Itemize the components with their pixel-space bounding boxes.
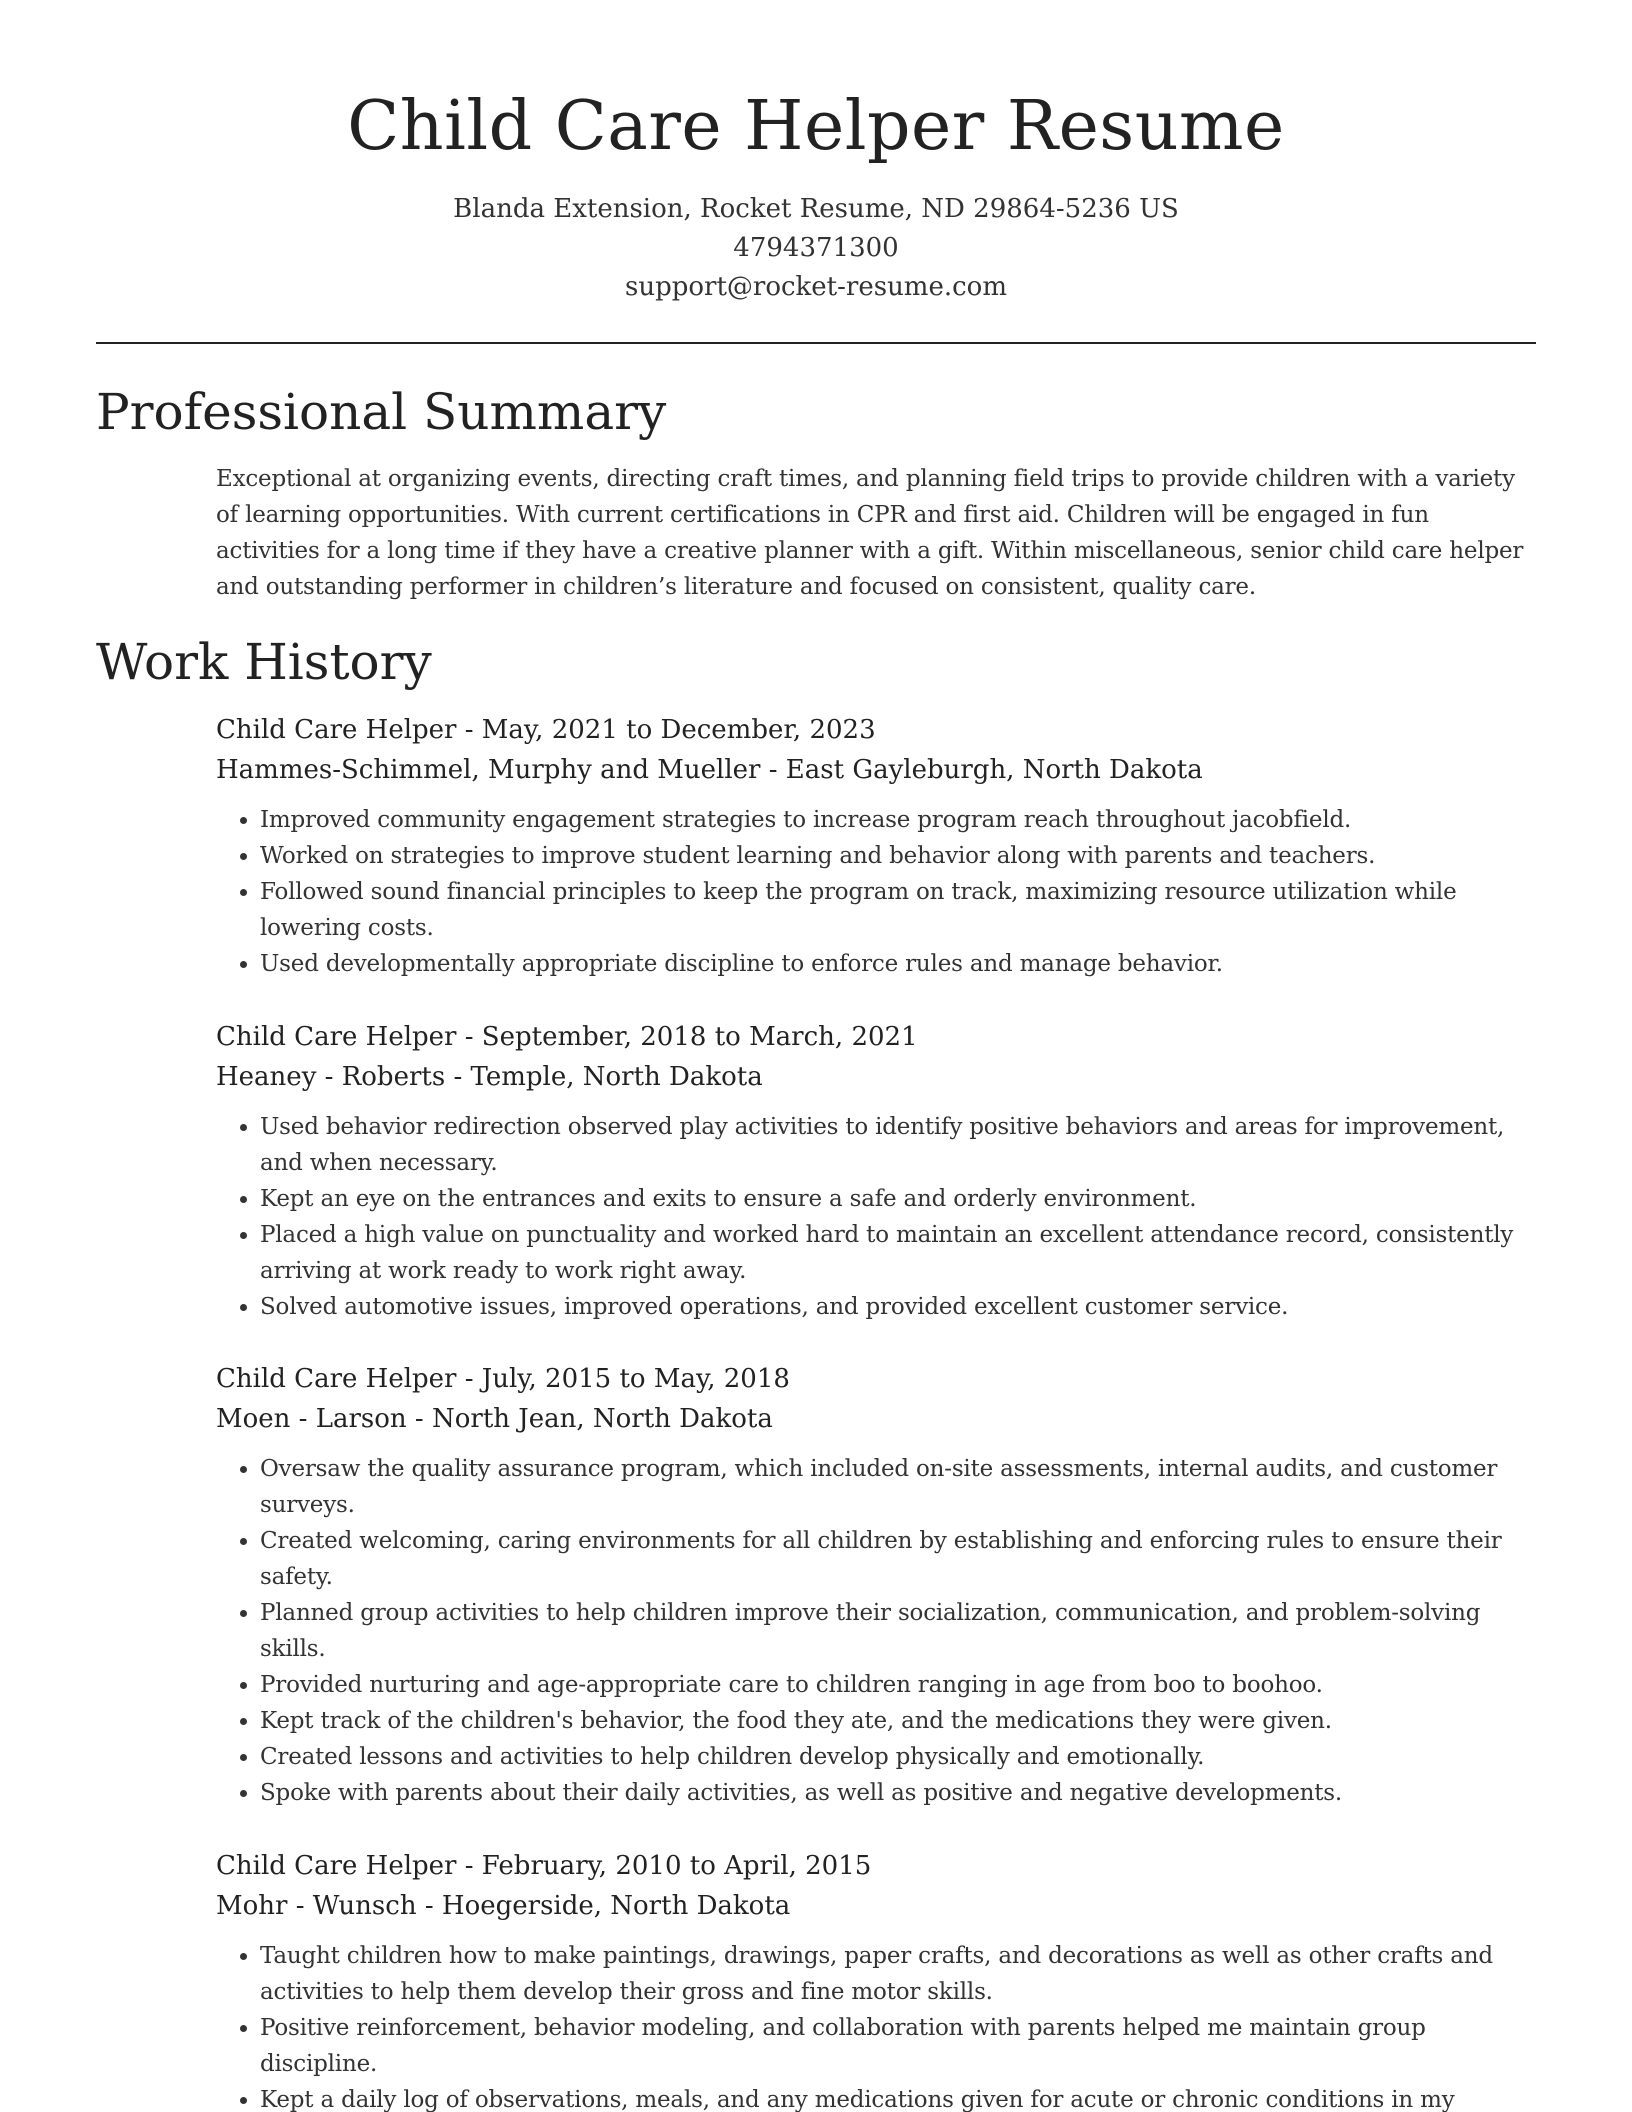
job-bullet-list xyxy=(216,1109,1536,1325)
job-company-line xyxy=(216,750,1536,790)
summary-section xyxy=(216,461,1536,605)
contact-block xyxy=(0,190,1632,307)
job-bullet: • Used behavior redirection observed play activities to identify positive behaviors and areas for improvement, and when necessary. xyxy=(260,1109,1536,1181)
summary-heading: Professional Summary xyxy=(96,383,667,441)
job-bullet: • Created welcoming, caring environments for all children by establishing and enforcing rules to ensure their safety. xyxy=(260,1523,1536,1595)
job-entry xyxy=(216,1017,1536,1325)
job-company-name: Moen - Larson xyxy=(216,1404,407,1434)
job-bullet: • Planned group activities to help children improve their socialization, communication, and problem-solving skills. xyxy=(260,1595,1536,1667)
job-bullet: • Provided nurturing and age-appropriate care to children ranging in age from boo to boohoo. xyxy=(260,1667,1536,1703)
job-bullet-list xyxy=(216,1451,1536,1811)
job-entry xyxy=(216,710,1536,982)
job-location: - North Jean, North Dakota xyxy=(406,1404,773,1434)
job-title-line: Child Care Helper - February, 2010 to April, 2015 xyxy=(216,1851,872,1881)
job-company-line xyxy=(216,1886,1536,1926)
job-location: - Temple, North Dakota xyxy=(445,1062,763,1092)
work-history-heading: Work History xyxy=(96,633,432,691)
job-bullet: • Taught children how to make paintings, drawings, paper crafts, and decorations as well as other crafts and activities to help them develop their gross and fine motor skills. xyxy=(260,1938,1536,2010)
job-bullet: • Followed sound financial principles to keep the program on track, maximizing resource utilization while lowering costs. xyxy=(260,874,1536,946)
job-title-line: Child Care Helper - May, 2021 to December, 2023 xyxy=(216,715,876,745)
job-bullet: • Kept an eye on the entrances and exits to ensure a safe and orderly environment. xyxy=(260,1181,1536,1217)
job-company-name: Hammes-Schimmel, Murphy and Mueller xyxy=(216,755,761,785)
job-company-line xyxy=(216,1057,1536,1097)
job-bullet: • Placed a high value on punctuality and worked hard to maintain an excellent attendance record, consistently arriving at work ready to work right away. xyxy=(260,1217,1536,1289)
summary-text: Exceptional at organizing events, directing craft times, and planning field trips to provide children with a variety of learning opportunities. With current certifications in CPR and first aid. Children will be engaged in fun activities for a long time if they have a creative planner with a gift. Within miscellaneous, senior child care helper and outstanding performer in children’s literature and focused on consistent, quality care. xyxy=(216,466,1524,600)
job-company-line xyxy=(216,1399,1536,1439)
job-bullet: • Spoke with parents about their daily activities, as well as positive and negative developments. xyxy=(260,1775,1536,1811)
job-location: - East Gayleburgh, North Dakota xyxy=(760,755,1203,785)
job-title-line: Child Care Helper - July, 2015 to May, 2018 xyxy=(216,1364,790,1394)
job-bullet: • Solved automotive issues, improved operations, and provided excellent customer service. xyxy=(260,1289,1536,1325)
job-entry xyxy=(216,1846,1536,2112)
contact-address: Blanda Extension, Rocket Resume, ND 29864-5236 US xyxy=(453,194,1179,224)
job-entry xyxy=(216,1359,1536,1811)
contact-phone: 4794371300 xyxy=(733,233,899,263)
header-divider xyxy=(96,342,1536,344)
job-bullet: • Created lessons and activities to help children develop physically and emotionally. xyxy=(260,1739,1536,1775)
job-location: - Hoegerside, North Dakota xyxy=(416,1891,791,1921)
job-bullet: • Kept track of the children's behavior, the food they ate, and the medications they were given. xyxy=(260,1703,1536,1739)
job-bullet: • Improved community engagement strategies to increase program reach throughout jacobfield. xyxy=(260,802,1536,838)
job-bullet-list xyxy=(216,802,1536,982)
job-bullet: • Oversaw the quality assurance program, which included on-site assessments, internal audits, and customer surveys. xyxy=(260,1451,1536,1523)
job-bullet: • Kept a daily log of observations, meals, and any medications given for acute or chronic conditions in my xyxy=(260,2082,1536,2112)
job-title-line: Child Care Helper - September, 2018 to March, 2021 xyxy=(216,1022,918,1052)
job-bullet-list xyxy=(216,1938,1536,2112)
job-bullet: • Positive reinforcement, behavior modeling, and collaboration with parents helped me maintain group discipline. xyxy=(260,2010,1536,2082)
page-title: Child Care Helper Resume xyxy=(347,87,1285,166)
resume-header xyxy=(0,82,1632,307)
contact-email: support@rocket-resume.com xyxy=(624,272,1007,302)
job-company-name: Mohr - Wunsch xyxy=(216,1891,417,1921)
job-bullet: • Worked on strategies to improve student learning and behavior along with parents and teachers. xyxy=(260,838,1536,874)
job-company-name: Heaney - Roberts xyxy=(216,1062,446,1092)
job-bullet: • Used developmentally appropriate discipline to enforce rules and manage behavior. xyxy=(260,946,1536,982)
